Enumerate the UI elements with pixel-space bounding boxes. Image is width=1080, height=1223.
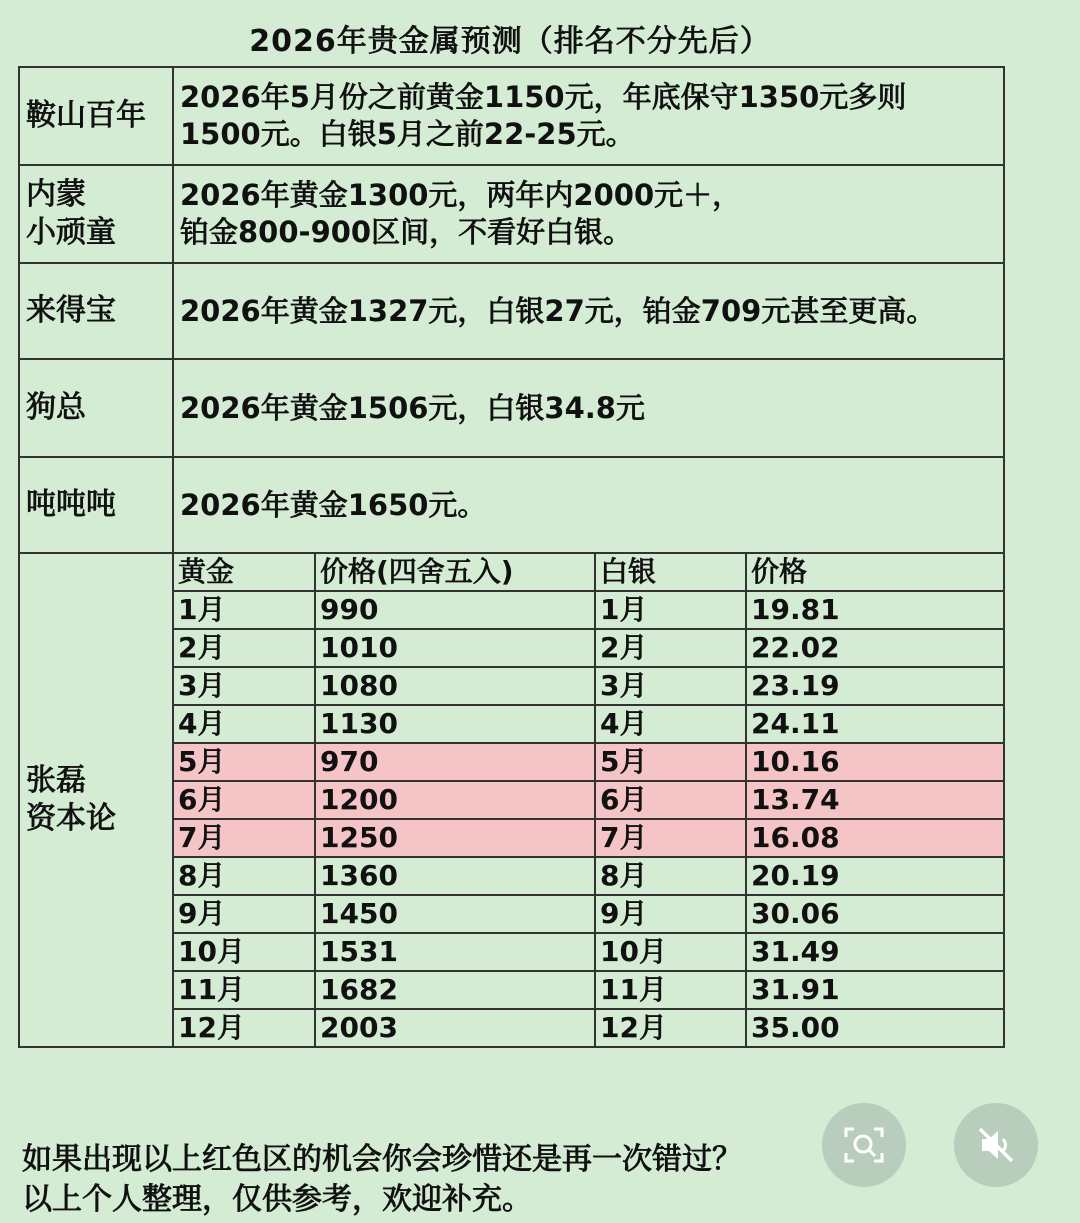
silver-month: 1月 (595, 591, 746, 629)
silver-month: 11月 (595, 971, 746, 1009)
header-silver-price: 价格 (746, 554, 1003, 591)
monthly-row (174, 705, 1003, 743)
silver-price: 16.08 (746, 819, 1003, 857)
forecaster-name: 张磊 资本论 (19, 553, 173, 1047)
forecast-text: 2026年5月份之前黄金1150元，年底保守1350元多则 1500元。白银5月之前22-25元。 (173, 67, 1004, 165)
monthly-row (174, 591, 1003, 629)
gold-price: 1250 (315, 819, 595, 857)
silver-month: 6月 (595, 781, 746, 819)
silver-price: 10.16 (746, 743, 1003, 781)
gold-month: 2月 (174, 629, 315, 667)
forecaster-name: 狗总 (19, 359, 173, 457)
gold-month: 1月 (174, 591, 315, 629)
silver-price: 30.06 (746, 895, 1003, 933)
monthly-row (174, 895, 1003, 933)
header-gold-price: 价格(四舍五入) (315, 554, 595, 591)
silver-price: 31.91 (746, 971, 1003, 1009)
monthly-row (174, 667, 1003, 705)
monthly-row (174, 971, 1003, 1009)
gold-month: 8月 (174, 857, 315, 895)
gold-price: 990 (315, 591, 595, 629)
monthly-row (174, 819, 1003, 857)
forecast-table (18, 66, 1005, 1048)
image-search-button[interactable] (822, 1103, 906, 1187)
gold-price: 1450 (315, 895, 595, 933)
gold-price: 1682 (315, 971, 595, 1009)
gold-month: 5月 (174, 743, 315, 781)
monthly-row (174, 781, 1003, 819)
gold-month: 4月 (174, 705, 315, 743)
silver-month: 7月 (595, 819, 746, 857)
mute-button[interactable] (954, 1103, 1038, 1187)
forecast-text: 2026年黄金1327元，白银27元，铂金709元甚至更高。 (173, 263, 1004, 359)
gold-month: 3月 (174, 667, 315, 705)
header-silver: 白银 (595, 554, 746, 591)
silver-month: 9月 (595, 895, 746, 933)
monthly-row (174, 933, 1003, 971)
silver-price: 23.19 (746, 667, 1003, 705)
silver-month: 12月 (595, 1009, 746, 1046)
monthly-row (174, 743, 1003, 781)
gold-price: 1531 (315, 933, 595, 971)
forecast-text: 2026年黄金1506元，白银34.8元 (173, 359, 1004, 457)
silver-month: 8月 (595, 857, 746, 895)
forecaster-name: 来得宝 (19, 263, 173, 359)
silver-price: 31.49 (746, 933, 1003, 971)
monthly-header-row (174, 554, 1003, 591)
silver-price: 19.81 (746, 591, 1003, 629)
silver-price: 35.00 (746, 1009, 1003, 1046)
forecast-row (19, 457, 1004, 553)
gold-price: 1200 (315, 781, 595, 819)
gold-month: 10月 (174, 933, 315, 971)
gold-month: 6月 (174, 781, 315, 819)
gold-price: 1010 (315, 629, 595, 667)
silver-month: 4月 (595, 705, 746, 743)
silver-month: 3月 (595, 667, 746, 705)
monthly-row (174, 1009, 1003, 1046)
gold-price: 2003 (315, 1009, 595, 1046)
forecast-text: 2026年黄金1650元。 (173, 457, 1004, 553)
gold-price: 1130 (315, 705, 595, 743)
gold-month: 9月 (174, 895, 315, 933)
header-gold: 黄金 (174, 554, 315, 591)
monthly-row (174, 629, 1003, 667)
forecast-row (19, 359, 1004, 457)
monthly-row (174, 857, 1003, 895)
footer-note: 如果出现以上红色区的机会你会珍惜还是再一次错过？ 以上个人整理，仅供参考，欢迎补充。 (22, 1142, 742, 1217)
gold-price: 1360 (315, 857, 595, 895)
forecaster-name: 内蒙 小顽童 (19, 165, 173, 263)
silver-price: 24.11 (746, 705, 1003, 743)
silver-month: 2月 (595, 629, 746, 667)
image-search-icon (842, 1123, 886, 1167)
silver-price: 20.19 (746, 857, 1003, 895)
silver-month: 10月 (595, 933, 746, 971)
gold-price: 970 (315, 743, 595, 781)
forecaster-name: 吨吨吨 (19, 457, 173, 553)
silver-price: 22.02 (746, 629, 1003, 667)
monthly-price-table (174, 554, 1003, 1046)
forecaster-name: 鞍山百年 (19, 67, 173, 165)
forecast-text: 2026年黄金1300元，两年内2000元＋， 铂金800-900区间，不看好白银。 (173, 165, 1004, 263)
forecast-row (19, 263, 1004, 359)
forecast-row (19, 165, 1004, 263)
forecast-row-zhang (19, 553, 1004, 1047)
gold-month: 11月 (174, 971, 315, 1009)
gold-month: 12月 (174, 1009, 315, 1046)
gold-month: 7月 (174, 819, 315, 857)
silver-month: 5月 (595, 743, 746, 781)
page-title: 2026年贵金属预测（排名不分先后） (249, 24, 771, 59)
forecast-row (19, 67, 1004, 165)
silver-price: 13.74 (746, 781, 1003, 819)
monthly-price-cell (173, 553, 1004, 1047)
volume-mute-icon (974, 1123, 1018, 1167)
gold-price: 1080 (315, 667, 595, 705)
